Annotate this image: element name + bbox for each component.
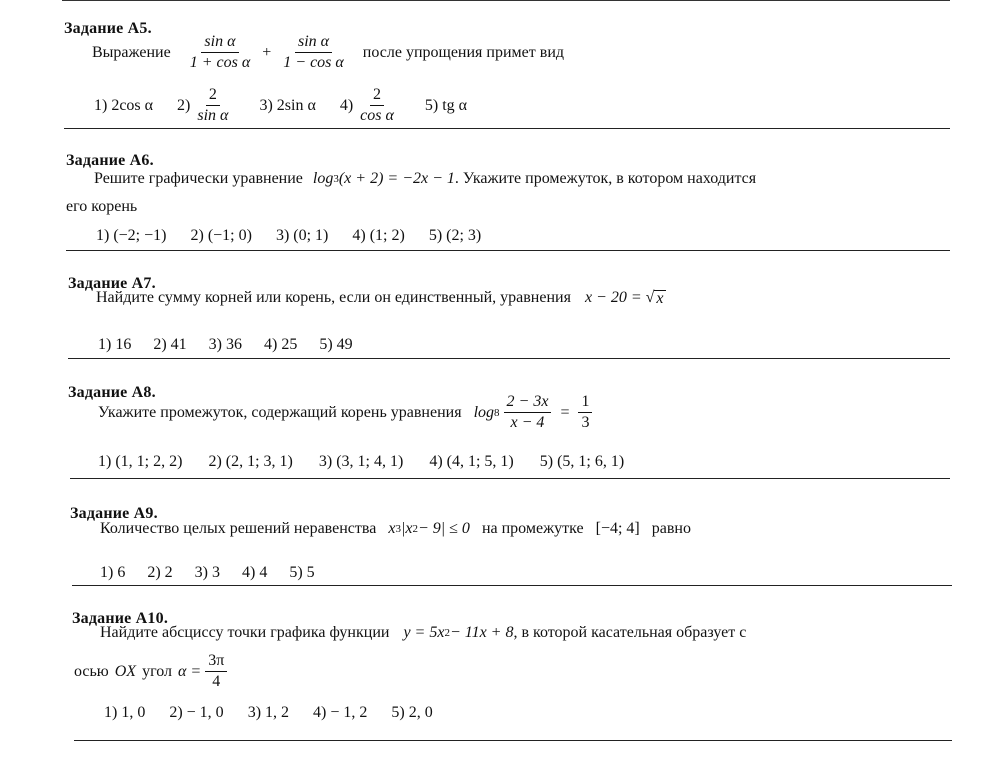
prompt-text-2: осью — [74, 662, 109, 680]
option-4: 4) (1; 2) — [352, 227, 405, 244]
option-2-fraction — [194, 86, 231, 125]
option-2: 2) (−1; 0) — [190, 227, 252, 244]
task-title: Задание А10. — [72, 610, 169, 627]
exponent: 2 — [412, 523, 418, 535]
fraction-denominator: sin α — [197, 107, 229, 124]
option-1: 1) 16 — [98, 336, 132, 353]
rhs-fraction — [578, 393, 592, 432]
option-3: 3) 3 — [194, 564, 220, 581]
option-5: 5) tg α — [424, 96, 468, 114]
task-prompt — [98, 393, 596, 432]
option-3: 3) 36 — [208, 336, 242, 353]
function-part: y = 5x — [403, 624, 445, 641]
fraction-numerator: 2 — [370, 86, 384, 106]
fraction-numerator: sin α — [201, 33, 238, 53]
answer-options — [100, 564, 315, 582]
option-3: 3) (3, 1; 4, 1) — [318, 453, 404, 470]
prompt-text-3: его корень — [66, 198, 138, 215]
prompt-text: Найдите сумму корней или корень, если он единственный, уравнения — [96, 289, 571, 306]
exponent: 3 — [395, 523, 401, 535]
log-base: 3 — [333, 173, 339, 185]
task-title: Задание А5. — [64, 20, 152, 37]
prompt-tail: после упрощения примет вид — [362, 43, 565, 61]
option-2: 2) 2 — [147, 564, 173, 581]
prompt-tail: равно — [651, 520, 691, 537]
answer-options — [98, 336, 353, 354]
prompt-continuation — [66, 198, 137, 216]
inequality-part: − 9| ≤ 0 — [417, 520, 470, 537]
equation: x − 20 = — [584, 289, 642, 306]
answer-options — [94, 86, 467, 125]
option-1: 1) 2cos α — [94, 96, 154, 114]
prompt-tail: , в которой касательная образует с — [513, 624, 747, 641]
fraction-1 — [187, 33, 254, 72]
top-divider — [62, 0, 950, 1]
function-part: − 11x + 8 — [449, 624, 514, 641]
task-prompt — [92, 33, 564, 72]
task-title: Задание А9. — [70, 505, 158, 522]
option-3: 3) 2sin α — [259, 96, 316, 114]
task-prompt — [100, 624, 746, 642]
equals-sign: = — [560, 403, 570, 421]
task-prompt — [96, 289, 666, 307]
fraction-numerator: 2 — [206, 86, 220, 106]
log-base: 8 — [494, 406, 500, 419]
answer-options — [98, 453, 624, 471]
prompt-text-2: . Укажите промежуток, в котором находится — [454, 170, 757, 187]
divider — [74, 740, 952, 741]
prompt-text: Укажите промежуток, содержащий корень уравнения — [98, 403, 462, 421]
option-1: 1) (1, 1; 2, 2) — [98, 453, 183, 470]
angle-fraction — [205, 652, 227, 691]
divider — [70, 478, 950, 479]
prompt-text: Количество целых решений неравенства — [100, 520, 377, 537]
option-1: 1) 6 — [100, 564, 126, 581]
prompt-continuation — [74, 652, 231, 691]
task-prompt — [100, 520, 691, 538]
answer-options — [96, 227, 481, 245]
axis-label: OX — [114, 662, 137, 680]
option-4-label: 4) — [339, 96, 354, 114]
fraction-numerator: 1 — [578, 393, 592, 413]
option-1: 1) 1, 0 — [104, 704, 146, 721]
equation-rest: (x + 2) = −2x − 1 — [338, 170, 455, 187]
option-2: 2) (2, 1; 3, 1) — [208, 453, 293, 470]
divider — [64, 128, 950, 129]
fraction-denominator: 3 — [581, 414, 590, 431]
prompt-text: Найдите абсциссу точки графика функции — [100, 624, 390, 641]
task-title: Задание А7. — [68, 275, 156, 292]
option-4: 4) 25 — [263, 336, 298, 353]
task-title: Задание А6. — [66, 152, 154, 169]
fraction-numerator: 2 − 3x — [504, 393, 552, 413]
task-prompt — [94, 170, 756, 188]
option-4: 4) − 1, 2 — [313, 704, 368, 721]
fraction-numerator: sin α — [295, 33, 332, 53]
sqrt-argument: x — [656, 290, 664, 307]
prompt-mid: на промежутке — [481, 520, 584, 537]
option-4: 4) (4, 1; 5, 1) — [429, 453, 514, 470]
prompt-text: Выражение — [92, 43, 171, 61]
option-5: 5) 2, 0 — [391, 704, 433, 721]
divider — [68, 358, 950, 359]
option-3: 3) 1, 2 — [247, 704, 290, 721]
option-2-label: 2) — [177, 96, 191, 114]
task-title: Задание А8. — [68, 384, 156, 401]
option-5: 5) (5, 1; 6, 1) — [539, 453, 625, 470]
fraction-denominator: 1 − cos α — [283, 54, 344, 71]
prompt-text-3: угол — [142, 662, 173, 680]
equation-log: log — [312, 170, 334, 187]
option-3: 3) (0; 1) — [275, 227, 329, 244]
option-5: 5) 5 — [289, 564, 315, 581]
fraction-denominator: 1 + cos α — [189, 54, 251, 71]
option-1: 1) (−2; −1) — [96, 227, 167, 244]
fraction-denominator: 4 — [212, 673, 221, 690]
option-4: 4) 4 — [241, 564, 268, 581]
sqrt-symbol: √ — [645, 289, 655, 306]
option-2: 2) − 1, 0 — [169, 704, 224, 721]
prompt-text: Решите графически уравнение — [94, 170, 303, 187]
answer-options — [104, 704, 433, 722]
fraction-2 — [280, 33, 347, 72]
log-function: log — [473, 403, 495, 421]
divider — [66, 250, 950, 251]
option-4-fraction — [357, 86, 397, 125]
log-argument-fraction — [504, 393, 552, 432]
divider — [72, 585, 952, 586]
option-2: 2) 41 — [153, 336, 187, 353]
plus-sign: + — [262, 43, 272, 61]
exponent: 2 — [444, 627, 450, 639]
angle-variable: α = — [178, 662, 202, 680]
option-5: 5) (2; 3) — [428, 227, 482, 244]
fraction-denominator: cos α — [360, 107, 394, 124]
option-5: 5) 49 — [319, 336, 353, 353]
square-root — [646, 289, 666, 307]
fraction-denominator: x − 4 — [510, 414, 545, 431]
interval: [−4; 4] — [595, 520, 640, 537]
inequality-part: x — [388, 520, 396, 537]
fraction-numerator: 3π — [205, 652, 227, 672]
inequality-part: |x — [400, 520, 413, 537]
